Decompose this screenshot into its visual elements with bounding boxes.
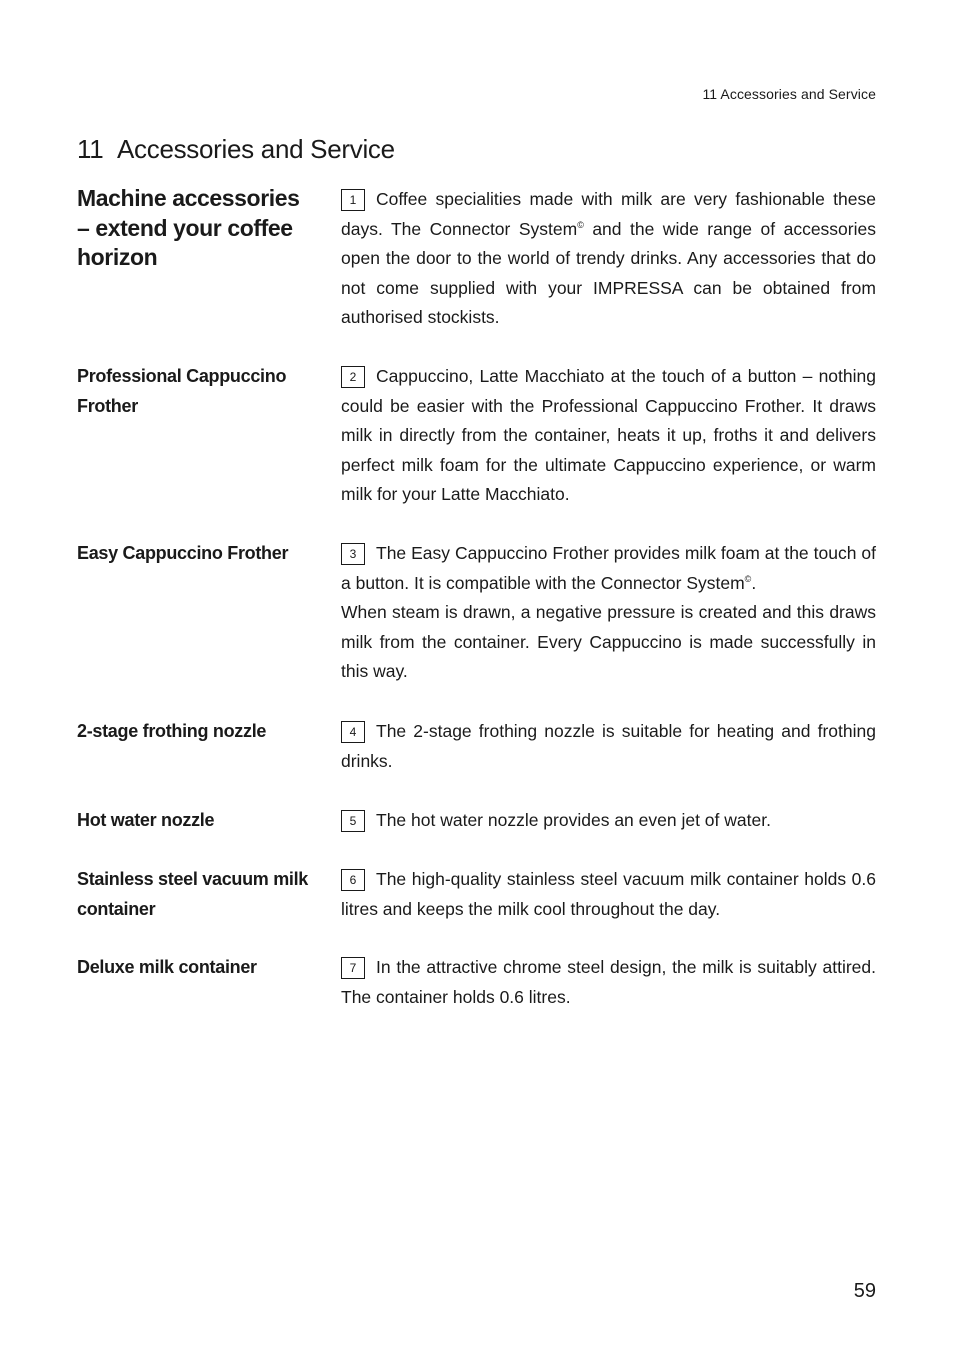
section-body — [341, 717, 876, 776]
section-body — [341, 865, 876, 924]
section-stainless-steel-vacuum-milk-container — [77, 865, 877, 925]
body-text: The high-quality stainless steel vacuum milk container holds 0.6 litres and keeps the milk cool throughout the day. — [341, 869, 876, 919]
section-heading: 2-stage frothing nozzle — [77, 721, 267, 741]
item-number-box: 5 — [341, 810, 365, 832]
copyright-mark: © — [577, 219, 584, 230]
section-easy-cappuccino-frother — [77, 539, 877, 689]
section-heading: Easy Cappuccino Frother — [77, 543, 289, 563]
body-text: In the attractive chrome steel design, the milk is suitably attired. The container holds 0.6 litres. — [341, 957, 876, 1007]
item-number-box: 1 — [341, 189, 365, 211]
chapter-title — [77, 134, 395, 165]
section-heading: Professional Cappuccino Frother — [77, 366, 287, 416]
item-number-box: 2 — [341, 366, 365, 388]
section-hot-water-nozzle — [77, 806, 877, 836]
section-heading: Hot water nozzle — [77, 810, 215, 830]
section-body — [341, 362, 876, 510]
chapter-number: 11 — [77, 134, 104, 164]
body-text: and the wide range of accessories open the door to the world of trendy drinks. Any accessories that do not come supplied with your IMPRESSA can be obtained from authorised stockists. — [341, 218, 876, 327]
body-text: Coffee specialities made with milk are very fashionable these days. The Connector System — [341, 189, 876, 239]
running-header: 11 Accessories and Service — [702, 86, 876, 102]
chapter-title-text: Accessories and Service — [117, 134, 395, 164]
body-text: Cappuccino, Latte Macchiato at the touch of a button – nothing could be easier with the Professional Cappuccino Frother. It draws milk in directly from the container, heats it up, froths it and delivers perfect milk foam for the ultimate Cappuccino experience, or warm milk for your Latte Macchiato. — [341, 366, 876, 504]
copyright-mark: © — [744, 573, 752, 584]
section-body — [341, 806, 876, 836]
body-text: The hot water nozzle provides an even jet of water. — [376, 810, 771, 830]
body-text: The 2-stage frothing nozzle is suitable for heating and frothing drinks. — [341, 721, 876, 771]
section-machine-accessories — [77, 185, 877, 335]
body-text: When steam is drawn, a negative pressure is created and this draws milk from the container. Every Cappuccino is made successfully in this way. — [341, 602, 876, 681]
item-number-box: 7 — [341, 957, 365, 979]
section-professional-cappuccino-frother — [77, 362, 877, 512]
section-body — [341, 953, 876, 1012]
item-number-box: 3 — [341, 543, 365, 565]
section-body — [341, 539, 876, 687]
section-heading: Machine accessories – extend your coffee horizon — [77, 185, 300, 270]
section-deluxe-milk-container — [77, 953, 877, 1013]
body-text: The Easy Cappuccino Frother provides milk foam at the touch of a button. It is compatible with the Connector System — [341, 543, 876, 593]
page-number: 59 — [853, 1280, 876, 1302]
section-body — [341, 185, 876, 333]
section-2-stage-frothing-nozzle — [77, 717, 877, 777]
section-heading: Deluxe milk container — [77, 957, 257, 977]
body-text: . — [751, 572, 757, 593]
item-number-box: 6 — [341, 869, 365, 891]
section-heading: Stainless steel vacuum milk container — [77, 869, 309, 919]
item-number-box: 4 — [341, 721, 365, 743]
